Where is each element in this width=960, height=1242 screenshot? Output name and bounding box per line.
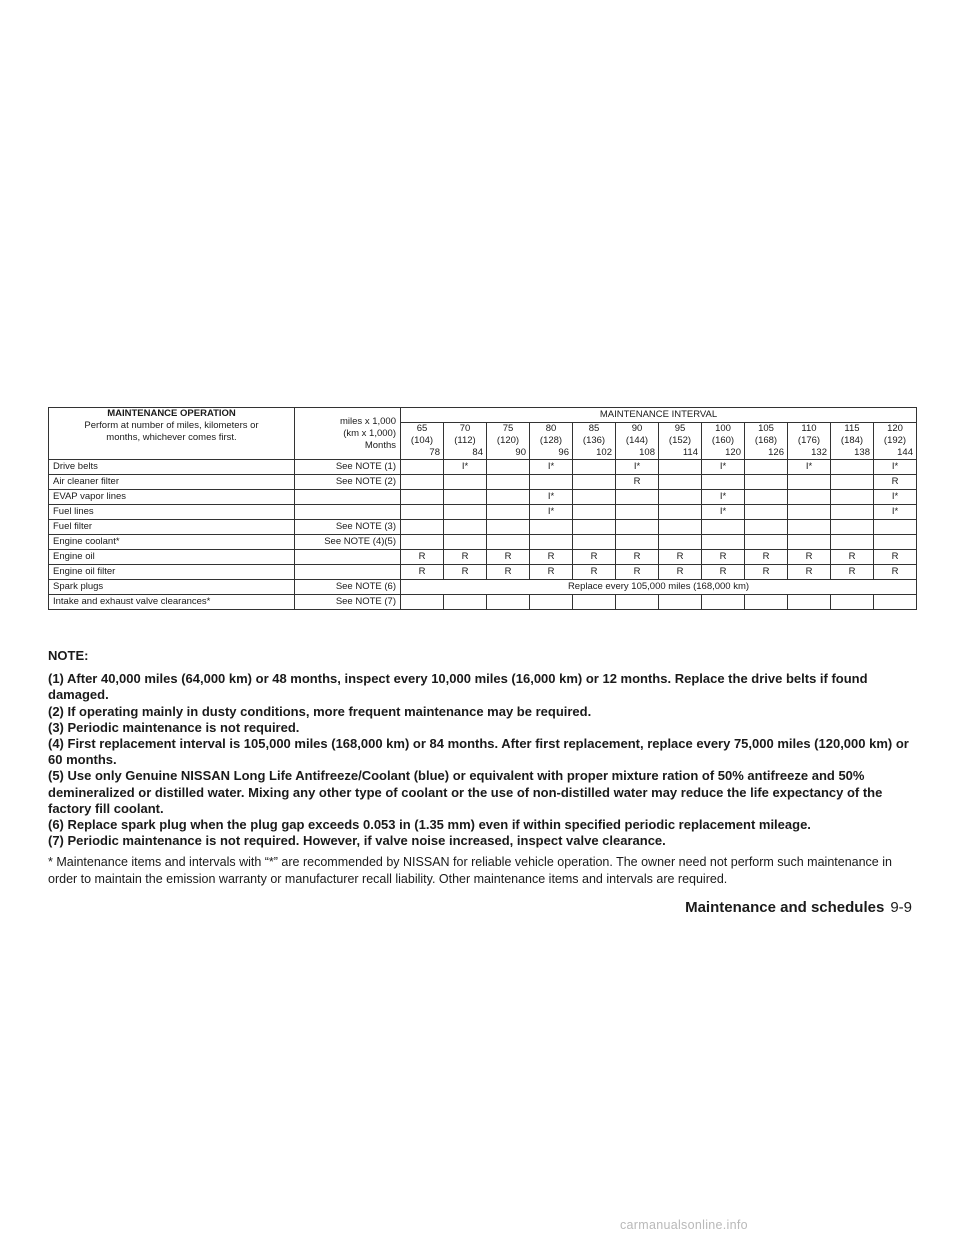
schedule-cell: R — [788, 550, 831, 565]
schedule-cell: I* — [530, 505, 573, 520]
schedule-cell — [659, 595, 702, 610]
maintenance-note-ref — [295, 490, 401, 505]
schedule-cell: I* — [702, 505, 745, 520]
interval-miles: 100 — [715, 423, 731, 434]
schedule-cell: I* — [874, 490, 917, 505]
notes-heading: NOTE: — [48, 648, 89, 663]
schedule-cell: R — [874, 475, 917, 490]
schedule-cell — [874, 535, 917, 550]
maintenance-note-ref: See NOTE (2) — [295, 475, 401, 490]
interval-cell — [616, 423, 659, 460]
maintenance-item: Fuel lines — [49, 505, 295, 520]
schedule-cell — [745, 460, 788, 475]
interval-cell — [788, 423, 831, 460]
schedule-cell — [401, 535, 444, 550]
interval-km: (136) — [582, 435, 606, 446]
schedule-cell: R — [401, 550, 444, 565]
schedule-cell: R — [745, 565, 788, 580]
interval-title: MAINTENANCE INTERVAL — [401, 408, 917, 423]
schedule-cell — [573, 490, 616, 505]
maintenance-item: EVAP vapor lines — [49, 490, 295, 505]
schedule-cell: R — [444, 550, 487, 565]
interval-km: (144) — [625, 435, 649, 446]
interval-months: 102 — [596, 447, 612, 458]
schedule-cell: R — [831, 565, 874, 580]
interval-months: 126 — [768, 447, 784, 458]
interval-miles: 90 — [631, 423, 643, 434]
schedule-cell — [745, 535, 788, 550]
maintenance-item: Air cleaner filter — [49, 475, 295, 490]
schedule-cell — [487, 595, 530, 610]
interval-months: 138 — [854, 447, 870, 458]
note-item: (2) If operating mainly in dusty conditions, more frequent maintenance may be required. — [48, 703, 592, 719]
schedule-cell: I* — [702, 490, 745, 505]
schedule-cell: R — [702, 550, 745, 565]
schedule-cell: R — [616, 550, 659, 565]
interval-miles: 95 — [674, 423, 686, 434]
schedule-cell: I* — [616, 460, 659, 475]
schedule-cell — [702, 535, 745, 550]
maintenance-item: Engine oil filter — [49, 565, 295, 580]
schedule-cell — [487, 490, 530, 505]
schedule-cell — [659, 505, 702, 520]
schedule-cell — [573, 460, 616, 475]
maintenance-item: Intake and exhaust valve clearances* — [49, 595, 295, 610]
schedule-cell: I* — [702, 460, 745, 475]
interval-span-text: Replace every 105,000 miles (168,000 km) — [401, 580, 917, 595]
schedule-cell — [831, 595, 874, 610]
schedule-cell — [444, 535, 487, 550]
operation-subtitle-2: months, whichever comes first. — [106, 432, 237, 443]
interval-km: (168) — [754, 435, 778, 446]
notes-section — [48, 648, 912, 887]
table-row — [49, 580, 917, 595]
units-miles: miles x 1,000 — [340, 415, 396, 427]
interval-cell — [831, 423, 874, 460]
table-row — [49, 505, 917, 520]
maintenance-note-ref — [295, 505, 401, 520]
schedule-cell: R — [530, 550, 573, 565]
schedule-cell — [831, 490, 874, 505]
schedule-cell: I* — [444, 460, 487, 475]
schedule-cell — [573, 535, 616, 550]
maintenance-note-ref — [295, 550, 401, 565]
schedule-cell — [874, 595, 917, 610]
interval-months: 96 — [558, 447, 569, 458]
maintenance-note-ref: See NOTE (4)(5) — [295, 535, 401, 550]
schedule-body — [49, 408, 917, 610]
interval-miles: 105 — [758, 423, 774, 434]
schedule-cell — [444, 475, 487, 490]
interval-km: (184) — [840, 435, 864, 446]
table-row — [49, 550, 917, 565]
schedule-cell — [530, 475, 573, 490]
schedule-cell: R — [659, 565, 702, 580]
schedule-cell — [745, 595, 788, 610]
schedule-cell — [487, 505, 530, 520]
schedule-cell — [788, 535, 831, 550]
maintenance-item: Fuel filter — [49, 520, 295, 535]
schedule-cell: R — [487, 565, 530, 580]
watermark: carmanualsonline.info — [620, 1218, 748, 1232]
interval-cell — [401, 423, 444, 460]
interval-cell — [659, 423, 702, 460]
maintenance-note-ref: See NOTE (1) — [295, 460, 401, 475]
table-row — [49, 520, 917, 535]
schedule-cell — [401, 475, 444, 490]
schedule-cell: R — [745, 550, 788, 565]
schedule-cell: R — [788, 565, 831, 580]
schedule-cell — [745, 505, 788, 520]
schedule-cell — [745, 475, 788, 490]
schedule-cell — [444, 490, 487, 505]
schedule-cell — [444, 520, 487, 535]
note-item: (3) Periodic maintenance is not required. — [48, 719, 300, 735]
section-title: Maintenance and schedules — [685, 899, 885, 916]
maintenance-note-ref: See NOTE (7) — [295, 595, 401, 610]
schedule-cell — [573, 595, 616, 610]
interval-km: (152) — [668, 435, 692, 446]
schedule-cell — [401, 460, 444, 475]
schedule-cell — [401, 505, 444, 520]
schedule-cell — [487, 460, 530, 475]
interval-cell — [702, 423, 745, 460]
schedule-cell — [788, 505, 831, 520]
footnote: * Maintenance items and intervals with “*” are recommended by NISSAN for reliable vehicle operation. The owner need not perform such maintenance in order to maintain the emission warranty or manufacturer recall liability. Other maintenance items and intervals are required. — [48, 855, 892, 886]
schedule-cell — [788, 595, 831, 610]
schedule-cell: I* — [874, 505, 917, 520]
schedule-cell: R — [874, 565, 917, 580]
table-row — [49, 565, 917, 580]
interval-cell — [487, 423, 530, 460]
schedule-cell — [659, 475, 702, 490]
schedule-cell: R — [616, 565, 659, 580]
note-item: (1) After 40,000 miles (64,000 km) or 48 months, inspect every 10,000 miles (16,000 km) or 12 months. Replace the drive belts if found damaged. — [48, 671, 868, 703]
schedule-cell — [831, 505, 874, 520]
interval-miles: 120 — [887, 423, 903, 434]
table-row — [49, 460, 917, 475]
schedule-cell — [487, 535, 530, 550]
schedule-cell — [831, 520, 874, 535]
schedule-cell: R — [573, 565, 616, 580]
schedule-cell — [530, 520, 573, 535]
schedule-cell — [616, 505, 659, 520]
interval-months: 78 — [429, 447, 440, 458]
interval-km: (112) — [454, 435, 476, 446]
schedule-cell: R — [702, 565, 745, 580]
interval-miles: 110 — [801, 423, 817, 434]
table-row — [49, 490, 917, 505]
interval-cell — [874, 423, 917, 460]
interval-months: 84 — [472, 447, 483, 458]
schedule-cell — [659, 460, 702, 475]
interval-months: 108 — [639, 447, 655, 458]
interval-cell — [530, 423, 573, 460]
schedule-cell — [401, 520, 444, 535]
maintenance-item: Engine oil — [49, 550, 295, 565]
schedule-cell — [788, 490, 831, 505]
maintenance-item: Engine coolant* — [49, 535, 295, 550]
schedule-cell: R — [659, 550, 702, 565]
operation-subtitle-1: Perform at number of miles, kilometers or — [84, 420, 259, 431]
schedule-cell — [788, 475, 831, 490]
schedule-cell — [745, 520, 788, 535]
schedule-cell: R — [874, 550, 917, 565]
schedule-cell: I* — [788, 460, 831, 475]
interval-km: (192) — [883, 435, 907, 446]
schedule-cell — [573, 520, 616, 535]
interval-miles: 75 — [502, 423, 514, 434]
maintenance-note-ref: See NOTE (3) — [295, 520, 401, 535]
schedule-cell: R — [616, 475, 659, 490]
schedule-cell: R — [487, 550, 530, 565]
schedule-cell — [530, 595, 573, 610]
units-km: (km x 1,000) — [343, 427, 396, 439]
schedule-cell: R — [401, 565, 444, 580]
interval-km: (128) — [539, 435, 563, 446]
schedule-cell: R — [573, 550, 616, 565]
maintenance-schedule-table — [48, 407, 917, 610]
note-list — [48, 671, 912, 849]
table-row — [49, 475, 917, 490]
schedule-cell — [702, 595, 745, 610]
interval-miles: 80 — [545, 423, 557, 434]
schedule-cell — [831, 475, 874, 490]
interval-cell — [444, 423, 487, 460]
schedule-cell — [487, 520, 530, 535]
schedule-cell — [659, 535, 702, 550]
schedule-cell — [573, 505, 616, 520]
schedule-cell — [487, 475, 530, 490]
header-row-1 — [49, 408, 917, 423]
interval-cell — [745, 423, 788, 460]
note-item: (4) First replacement interval is 105,000 miles (168,000 km) or 84 months. After first replacement, replace every 75,000 miles (120,000 km) or 60 months. — [48, 736, 909, 768]
schedule-cell — [530, 535, 573, 550]
schedule-cell — [401, 595, 444, 610]
table-row — [49, 595, 917, 610]
schedule-cell — [444, 595, 487, 610]
schedule-cell — [702, 475, 745, 490]
schedule-cell: R — [444, 565, 487, 580]
schedule-cell: I* — [874, 460, 917, 475]
schedule-cell — [831, 460, 874, 475]
operation-title: MAINTENANCE OPERATION — [107, 408, 236, 419]
schedule-cell — [616, 520, 659, 535]
schedule-cell — [573, 475, 616, 490]
page-footer — [685, 899, 912, 916]
interval-months: 120 — [725, 447, 741, 458]
maintenance-item: Drive belts — [49, 460, 295, 475]
note-item: (6) Replace spark plug when the plug gap exceeds 0.053 in (1.35 mm) even if within specified periodic replacement mileage. — [48, 817, 811, 833]
schedule-cell — [702, 520, 745, 535]
schedule-cell: I* — [530, 460, 573, 475]
schedule-cell — [874, 520, 917, 535]
interval-cell — [573, 423, 616, 460]
schedule-cell — [659, 490, 702, 505]
schedule-cell — [788, 520, 831, 535]
note-item: (5) Use only Genuine NISSAN Long Life Antifreeze/Coolant (blue) or equivalent with proper mixture ration of 50% antifreeze and 50% demineralized or distilled water. Mixing any other type of coolant or the use of non-distilled water may reduce the life expectancy of the factory fill coolant. — [48, 768, 883, 816]
note-item: (7) Periodic maintenance is not required. However, if valve noise increased, inspect valve clearance. — [48, 833, 666, 849]
schedule-cell — [745, 490, 788, 505]
interval-miles: 115 — [844, 423, 860, 434]
interval-months: 132 — [811, 447, 827, 458]
interval-miles: 70 — [459, 423, 471, 434]
interval-km: (160) — [711, 435, 735, 446]
interval-miles: 85 — [588, 423, 600, 434]
schedule-cell — [831, 535, 874, 550]
maintenance-item: Spark plugs — [49, 580, 295, 595]
interval-months: 144 — [897, 447, 913, 458]
schedule-cell: R — [831, 550, 874, 565]
schedule-cell — [401, 490, 444, 505]
schedule-cell — [616, 595, 659, 610]
schedule-cell: R — [530, 565, 573, 580]
schedule-cell: I* — [530, 490, 573, 505]
interval-months: 114 — [682, 447, 698, 458]
schedule-cell — [444, 505, 487, 520]
interval-months: 90 — [515, 447, 526, 458]
maintenance-note-ref — [295, 565, 401, 580]
interval-km: (120) — [496, 435, 520, 446]
schedule-cell — [659, 520, 702, 535]
operation-header-cell — [49, 408, 295, 460]
page-number: 9-9 — [890, 899, 912, 916]
schedule-cell — [616, 490, 659, 505]
units-header-cell — [295, 408, 401, 460]
maintenance-note-ref: See NOTE (6) — [295, 580, 401, 595]
interval-km: (104) — [410, 435, 434, 446]
interval-miles: 65 — [416, 423, 428, 434]
units-months: Months — [364, 439, 396, 451]
interval-km: (176) — [797, 435, 821, 446]
table-row — [49, 535, 917, 550]
schedule-cell — [616, 535, 659, 550]
